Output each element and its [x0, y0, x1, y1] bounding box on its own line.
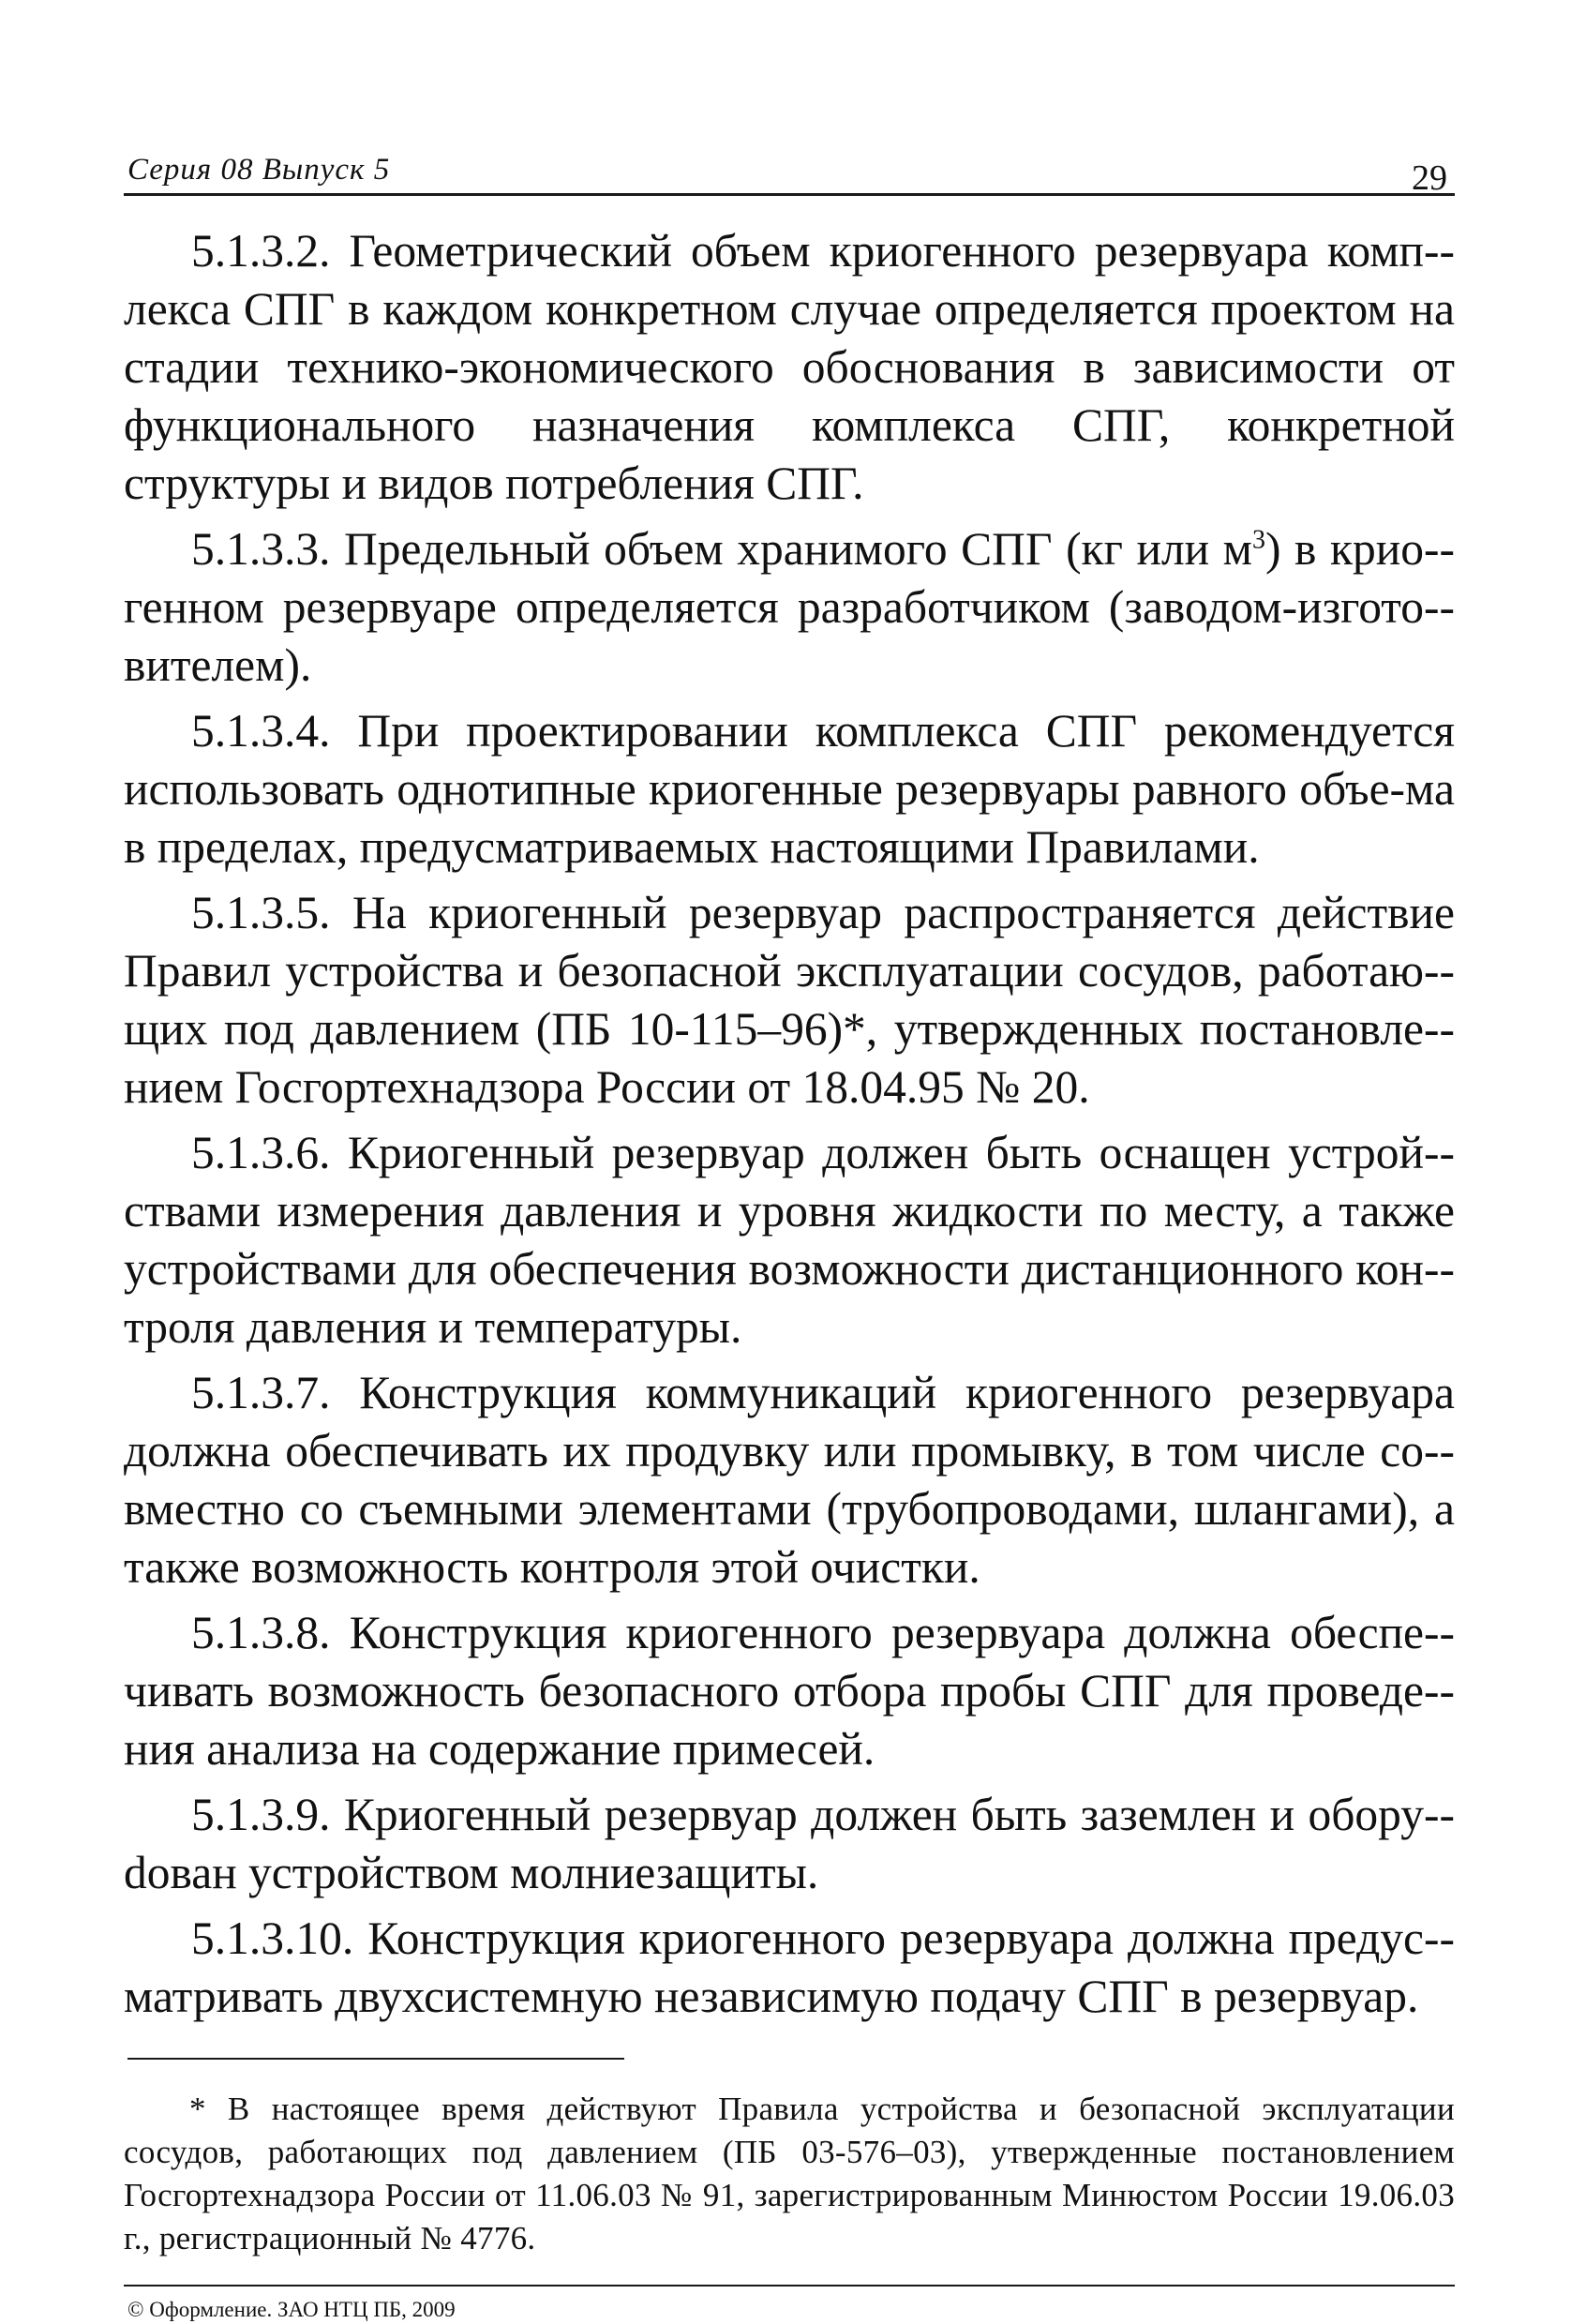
clause-text: 5.1.3.8. Конструкция криогенного резервуара должна обеспе-чивать возможность безопасного отбора пробы СПГ для проведе-ния анализа на содержание примесей. — [124, 1607, 1455, 1775]
clause-text: 5.1.3.5. На криогенный резервуар распространяется действие Правил устройства и безопасной эксплуатации сосудов, работаю-щих под давлением (ПБ 10-115–96)*, утвержденных постановле-нием Госгортехнадзора России от 18.04.95 № 20. — [124, 887, 1455, 1113]
clause-5-1-3-10 — [124, 1910, 1455, 2026]
running-header — [124, 141, 1455, 196]
series-issue-label: Серия 08 Выпуск 5 — [127, 153, 391, 187]
clause-5-1-3-6 — [124, 1124, 1455, 1357]
clauses-section — [124, 222, 1455, 2026]
footnote: * В настоящее время действуют Правила устройства и безопасной эксплуатации сосудов, работающих под давлением (ПБ 03-576–03), утвержденные постановлением Госгортехнадзора России от 11.06.03 № 91, зарегистрированным Минюстом России 19.06.03 г., регистрационный № 4776. — [124, 2091, 1455, 2257]
clause-5-1-3-5 — [124, 884, 1455, 1117]
document-page — [124, 141, 1455, 2324]
clause-text: 5.1.3.6. Криогенный резервуар должен быть оснащен устрой-ствами измерения давления и уровня жидкости по месту, а также устройствами для обеспечения возможности дистанционного кон-троля давления и температуры. — [124, 1127, 1455, 1353]
copyright-divider — [124, 2285, 1455, 2287]
clause-text: 5.1.3.2. Геометрический объем криогенного резервуара комп-лекса СПГ в каждом конкретном случае определяется проектом на стадии технико-экономического обоснования в зависимости от функционального назначения комплекса СПГ, конкретной структуры и видов потребления СПГ. — [124, 225, 1455, 509]
clause-5-1-3-4 — [124, 702, 1455, 877]
clause-5-1-3-7 — [124, 1364, 1455, 1597]
clause-text: 5.1.3.7. Конструкция коммуникаций криогенного резервуара должна обеспечивать их продувку или промывку, в том числе со-вместно со съемными элементами (трубопроводами, шлангами), а также возможность контроля этой очистки. — [124, 1367, 1455, 1593]
footnote-divider — [127, 2058, 624, 2060]
clause-text: 5.1.3.10. Конструкция криогенного резервуара должна предус-матривать двухсистемную независимую подачу СПГ в резервуар. — [124, 1912, 1455, 2022]
clause-text: 5.1.3.4. При проектировании комплекса СПГ рекомендуется использовать однотипные криогенные резервуары равного объе-ма в пределах, предусматриваемых настоящими Правилами. — [124, 705, 1455, 873]
clause-5-1-3-8 — [124, 1604, 1455, 1778]
clause-text: 5.1.3.3. Предельный объем хранимого СПГ (кг или м — [191, 523, 1253, 575]
clause-text: 5.1.3.9. Криогенный резервуар должен быть заземлен и обору-dован устройством молниезащиты. — [124, 1789, 1455, 1898]
superscript-3: 3 — [1252, 525, 1266, 555]
clause-5-1-3-9 — [124, 1786, 1455, 1902]
clause-text-continued: ) в крио-генном резервуаре определяется разработчиком (заводом-изгото-вителем). — [124, 523, 1455, 691]
clause-5-1-3-3 — [124, 520, 1455, 695]
copyright-notice: © Оформление. ЗАО НТЦ ПБ, 2009 — [127, 2298, 456, 2321]
page-number: 29 — [1412, 158, 1447, 198]
clause-5-1-3-2 — [124, 222, 1455, 513]
